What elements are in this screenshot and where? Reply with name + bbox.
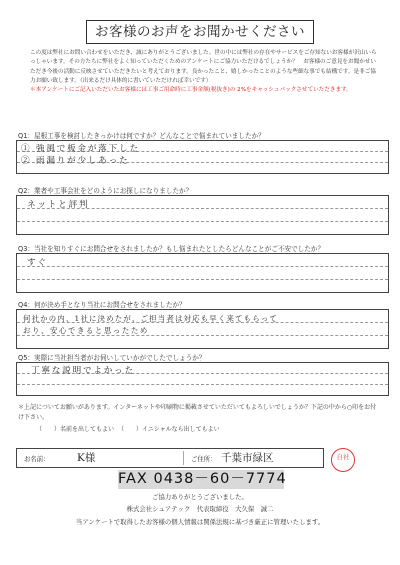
privacy-notice: 当アンケートで取得したお客様の個人情報は関係法規に基づき厳正に管理いたします。: [75, 518, 325, 526]
question-2-answer-box: [16, 195, 389, 235]
choice-initial-ok[interactable]: （ ）イニシャルなら出してもよい: [118, 426, 220, 433]
answer-rule: [17, 279, 388, 280]
question-1-answer-box: [16, 140, 389, 174]
question-5-answer-line-1: 丁寧な説明でよかった: [31, 366, 135, 376]
intro-paragraph: この度は弊社にお問い合わせをいただき、誠にありがとうございました。世の中には弊社の存在やサービスをご存知ないお客様が沢山いらっしゃいます。その方たちに弊社をよく知っていただくためのアンケートにご協力いただけるでしょうか？ お客様のご意見をお聞かせいただき今後の活動に反映させていただきたいと考えております。良かったこと、嬉しかったことのような些細な事でも結構です。是非ご協力お願い致します。（出来るだけ具体的に書いていただければ幸いです）: [30, 50, 377, 84]
page-title: お客様のお声をお聞かせください: [86, 20, 314, 44]
address-value: 千葉市緑区: [221, 452, 274, 464]
publication-request: ＊上記についてお願いがあります。インターネットや印刷物に掲載させていただいてもよろしいでしょうか？下記の中から○印をお付け下さい。: [18, 404, 377, 421]
company-seal-icon: 自社: [331, 448, 355, 472]
fax-number: FAX 0438－60－7774: [118, 471, 287, 487]
answer-rule: [17, 221, 388, 222]
name-label: お名前：: [24, 455, 50, 463]
question-5-label: Q5：実際に当社担当者がお伺いしていかがでしたでしょうか？: [18, 354, 206, 362]
question-3-label: Q3：当社を知りすぐにお問合せをされましたか？もし悩まれたとしたらどんなことがご不安でしたか？: [18, 245, 325, 253]
cashback-note: ＊本アンケートにご記入いただいたお客様には工事ご用命時に工事金額(税抜き)の 2%をキャッシュバックさせていただきます。: [30, 87, 352, 94]
name-address-box: [16, 448, 324, 468]
question-4-answer-box: [16, 309, 389, 349]
question-4-label: Q4：何が決め手となり当社にお問合せをされましたか？: [18, 301, 186, 309]
question-2-answer-line-1: ネットと評判: [27, 200, 90, 210]
name-address-divider: [183, 451, 184, 465]
thanks-text: ご協力ありがとうございました。: [152, 493, 248, 501]
question-4-answer-line-1: 何社かの内、1社に決めたが、ご担当者は対応も早く来てもらって: [23, 314, 279, 323]
answer-rule: [17, 266, 388, 267]
intro-text: [30, 49, 378, 95]
question-3-answer-box: [16, 253, 389, 293]
question-5-answer-box: [16, 362, 389, 396]
question-2-label: Q2：業者や工事会社をどのようにお探しになりましたか？: [18, 187, 193, 195]
company-signature: 株式会社シュアテック 代表取締役 大久保 誠二: [126, 505, 274, 513]
question-1-answer-line-1: ① 強風で板金が落下した: [21, 144, 140, 154]
name-value: K様: [77, 452, 96, 464]
question-3-answer-line-1: すぐ: [27, 258, 48, 268]
answer-rule: [17, 384, 388, 385]
question-1-answer-line-2: ② 雨漏りが少しあった: [21, 156, 130, 166]
question-4-answer-line-2: おり、安心できると思ったため: [23, 326, 149, 335]
choice-name-ok[interactable]: （ ）名前を出してもよい: [36, 426, 115, 433]
question-1-label: Q1：屋根工事を検討したきっかけは何ですか？どんなことで悩まれていましたか？: [18, 132, 265, 140]
address-label: ご住所：: [191, 455, 217, 463]
